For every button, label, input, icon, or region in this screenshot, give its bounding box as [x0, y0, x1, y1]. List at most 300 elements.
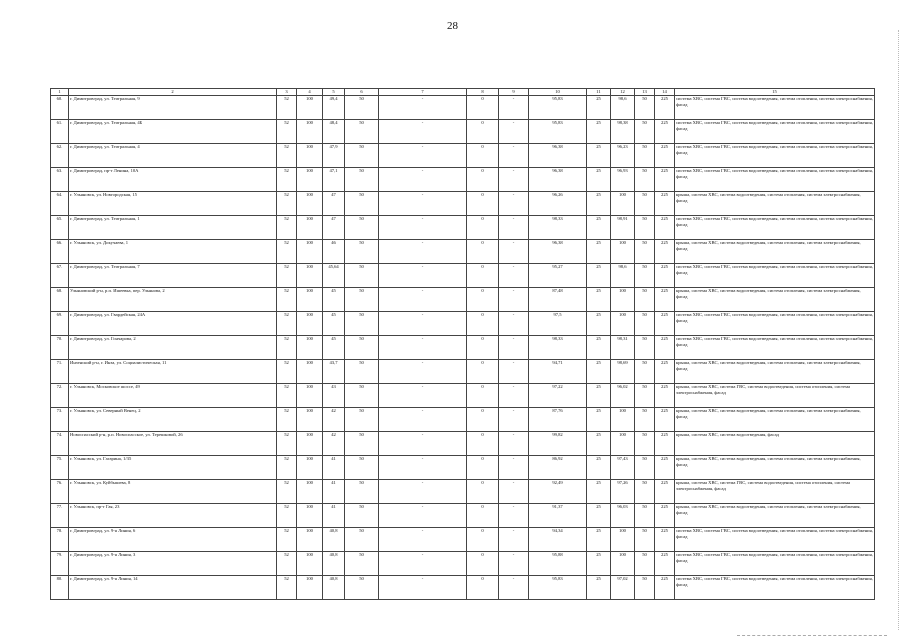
value-cell: 100: [297, 120, 323, 144]
value-cell: 50: [635, 576, 655, 600]
value-cell: 100: [611, 552, 635, 576]
value-cell: 0: [467, 264, 499, 288]
value-cell: 100: [297, 552, 323, 576]
table-row: [51, 384, 875, 408]
value-cell: 97,02: [611, 576, 635, 600]
value-cell: 47,9: [323, 144, 345, 168]
row-number-cell: 71.: [51, 360, 69, 384]
value-cell: 50: [635, 288, 655, 312]
value-cell: 0: [467, 456, 499, 480]
value-cell: 100: [297, 432, 323, 456]
scan-edge-line: [737, 635, 887, 636]
value-cell: 0: [467, 96, 499, 120]
systems-cell: система ХВС, система ГВС, система водоотведения, система отопления, система электроснабжения, фасад: [675, 120, 875, 144]
value-cell: 47,1: [323, 168, 345, 192]
value-cell: 225: [655, 480, 675, 504]
value-cell: -: [379, 216, 467, 240]
value-cell: 100: [297, 504, 323, 528]
value-cell: 52: [277, 528, 297, 552]
value-cell: 225: [655, 408, 675, 432]
row-number-cell: 77.: [51, 504, 69, 528]
value-cell: 96,93: [611, 168, 635, 192]
value-cell: 52: [277, 96, 297, 120]
value-cell: 52: [277, 264, 297, 288]
value-cell: 50: [345, 480, 379, 504]
value-cell: 100: [611, 432, 635, 456]
value-cell: 94,71: [529, 360, 587, 384]
value-cell: 0: [467, 144, 499, 168]
value-cell: 52: [277, 144, 297, 168]
value-cell: 225: [655, 312, 675, 336]
address-cell: г. Димитровград, ул. Театральная, 4Б: [69, 120, 277, 144]
value-cell: 95,83: [529, 120, 587, 144]
value-cell: -: [499, 168, 529, 192]
column-number-14: 14: [655, 89, 675, 96]
value-cell: -: [379, 360, 467, 384]
value-cell: 52: [277, 552, 297, 576]
value-cell: 98,31: [611, 336, 635, 360]
value-cell: 50: [345, 240, 379, 264]
address-cell: Инзенский р-н, г. Инза, ул. Социалистическая, 11: [69, 360, 277, 384]
value-cell: 91,37: [529, 504, 587, 528]
value-cell: 100: [611, 408, 635, 432]
value-cell: 98,91: [611, 216, 635, 240]
value-cell: 25: [587, 288, 611, 312]
value-cell: 40,8: [323, 528, 345, 552]
value-cell: -: [379, 96, 467, 120]
value-cell: 87,48: [529, 288, 587, 312]
value-cell: 0: [467, 528, 499, 552]
address-cell: Новоспасский р-н, р.п. Новоспасское, ул. Терешковой, 26: [69, 432, 277, 456]
value-cell: 94,34: [529, 528, 587, 552]
value-cell: 100: [297, 528, 323, 552]
value-cell: 96,26: [529, 192, 587, 216]
address-cell: г. Димитровград, ул. Театральная, 1: [69, 216, 277, 240]
value-cell: 100: [297, 336, 323, 360]
value-cell: 95,83: [529, 96, 587, 120]
table-row: [51, 216, 875, 240]
value-cell: 225: [655, 216, 675, 240]
table-row: [51, 96, 875, 120]
value-cell: 50: [345, 336, 379, 360]
value-cell: 52: [277, 120, 297, 144]
table-row: [51, 240, 875, 264]
value-cell: 100: [297, 480, 323, 504]
value-cell: 52: [277, 168, 297, 192]
value-cell: 47: [323, 192, 345, 216]
value-cell: -: [379, 240, 467, 264]
value-cell: -: [379, 312, 467, 336]
address-cell: г. Димитровград, ул. Гвардейская, 24А: [69, 312, 277, 336]
value-cell: 46: [323, 240, 345, 264]
address-cell: г. Ульяновск, ул. Новгородская, 15: [69, 192, 277, 216]
value-cell: -: [379, 504, 467, 528]
value-cell: 0: [467, 192, 499, 216]
value-cell: 225: [655, 552, 675, 576]
value-cell: 25: [587, 576, 611, 600]
value-cell: 50: [635, 168, 655, 192]
value-cell: 50: [345, 360, 379, 384]
value-cell: 25: [587, 312, 611, 336]
row-number-cell: 68.: [51, 288, 69, 312]
value-cell: 45: [323, 336, 345, 360]
value-cell: 96,38: [529, 168, 587, 192]
value-cell: 25: [587, 264, 611, 288]
address-cell: г. Димитровград, ул. 9-я Линия, 3: [69, 552, 277, 576]
register-table: [50, 88, 875, 600]
value-cell: 50: [635, 312, 655, 336]
value-cell: 52: [277, 240, 297, 264]
value-cell: -: [379, 192, 467, 216]
column-number-2: 2: [69, 89, 277, 96]
row-number-cell: 63.: [51, 168, 69, 192]
column-number-6: 6: [345, 89, 379, 96]
row-number-cell: 66.: [51, 240, 69, 264]
value-cell: -: [379, 408, 467, 432]
value-cell: 50: [345, 264, 379, 288]
value-cell: -: [379, 576, 467, 600]
scan-margin-dots: [892, 30, 899, 630]
column-number-9: 9: [499, 89, 529, 96]
table-row: [51, 192, 875, 216]
value-cell: 96,38: [529, 144, 587, 168]
value-cell: 0: [467, 504, 499, 528]
value-cell: 25: [587, 504, 611, 528]
systems-cell: система ХВС, система ГВС, система водоотведения, система отопления, система электроснабжения, фасад: [675, 336, 875, 360]
value-cell: 40,8: [323, 552, 345, 576]
systems-cell: система ХВС, система ГВС, система водоотведения, система отопления, система электроснабжения, фасад: [675, 312, 875, 336]
value-cell: 50: [635, 456, 655, 480]
value-cell: 50: [635, 264, 655, 288]
table-row: [51, 312, 875, 336]
value-cell: 52: [277, 360, 297, 384]
value-cell: 50: [345, 408, 379, 432]
table-row: [51, 528, 875, 552]
value-cell: 98,6: [611, 264, 635, 288]
value-cell: 50: [345, 528, 379, 552]
value-cell: 96,02: [611, 384, 635, 408]
systems-cell: крыша, система ХВС, система ГВС, система водоотведения, система отопления, система электроснабжения, фасад: [675, 480, 875, 504]
value-cell: 52: [277, 504, 297, 528]
value-cell: 50: [345, 312, 379, 336]
table-row: [51, 480, 875, 504]
value-cell: 50: [635, 528, 655, 552]
value-cell: 50: [635, 336, 655, 360]
address-cell: г. Ульяновск, ул. Северный Венец, 2: [69, 408, 277, 432]
value-cell: -: [499, 480, 529, 504]
value-cell: 225: [655, 96, 675, 120]
value-cell: 0: [467, 240, 499, 264]
value-cell: 100: [611, 240, 635, 264]
value-cell: 41: [323, 480, 345, 504]
value-cell: 52: [277, 288, 297, 312]
value-cell: 25: [587, 456, 611, 480]
address-cell: Ульяновский р-н, р.п. Ишеевка, пер. Ульянова, 2: [69, 288, 277, 312]
value-cell: 43: [323, 384, 345, 408]
column-number-15: 15: [675, 89, 875, 96]
value-cell: -: [379, 336, 467, 360]
value-cell: 0: [467, 288, 499, 312]
value-cell: -: [499, 96, 529, 120]
table-header-row: [51, 89, 875, 96]
value-cell: -: [379, 432, 467, 456]
address-cell: г. Димитровград, ул. 9-я Линия, 6: [69, 528, 277, 552]
value-cell: 225: [655, 168, 675, 192]
table-row: [51, 432, 875, 456]
value-cell: 50: [345, 456, 379, 480]
systems-cell: крыша, система ХВС, система ГВС, система водоотведения, система отопления, система электроснабжения, фасад: [675, 384, 875, 408]
value-cell: 225: [655, 384, 675, 408]
column-number-5: 5: [323, 89, 345, 96]
value-cell: 225: [655, 144, 675, 168]
value-cell: 25: [587, 168, 611, 192]
value-cell: 50: [345, 144, 379, 168]
value-cell: 100: [297, 408, 323, 432]
value-cell: 50: [635, 96, 655, 120]
value-cell: 50: [345, 96, 379, 120]
address-cell: г. Ульяновск, пр-т Гая, 23: [69, 504, 277, 528]
value-cell: -: [499, 216, 529, 240]
value-cell: 25: [587, 216, 611, 240]
value-cell: 50: [635, 432, 655, 456]
value-cell: 97,5: [529, 312, 587, 336]
value-cell: -: [499, 552, 529, 576]
value-cell: 52: [277, 456, 297, 480]
value-cell: 25: [587, 408, 611, 432]
value-cell: -: [499, 288, 529, 312]
value-cell: 50: [345, 288, 379, 312]
value-cell: 50: [345, 216, 379, 240]
row-number-cell: 70.: [51, 336, 69, 360]
value-cell: -: [499, 360, 529, 384]
value-cell: 0: [467, 384, 499, 408]
value-cell: 25: [587, 528, 611, 552]
row-number-cell: 79.: [51, 552, 69, 576]
value-cell: -: [499, 240, 529, 264]
value-cell: 0: [467, 480, 499, 504]
value-cell: 225: [655, 456, 675, 480]
value-cell: 52: [277, 312, 297, 336]
value-cell: 95,27: [529, 264, 587, 288]
value-cell: 100: [297, 288, 323, 312]
table-row: [51, 336, 875, 360]
value-cell: 52: [277, 576, 297, 600]
table-row: [51, 552, 875, 576]
value-cell: 0: [467, 576, 499, 600]
value-cell: 225: [655, 360, 675, 384]
value-cell: 100: [611, 312, 635, 336]
value-cell: 50: [635, 120, 655, 144]
row-number-cell: 60.: [51, 96, 69, 120]
systems-cell: система ХВС, система ГВС, система водоотведения, система отопления, система электроснабжения, фасад: [675, 528, 875, 552]
value-cell: 225: [655, 576, 675, 600]
value-cell: 96,38: [529, 240, 587, 264]
row-number-cell: 80.: [51, 576, 69, 600]
value-cell: 52: [277, 192, 297, 216]
column-number-10: 10: [529, 89, 587, 96]
value-cell: 45,64: [323, 264, 345, 288]
value-cell: 0: [467, 552, 499, 576]
value-cell: 100: [611, 288, 635, 312]
value-cell: 47: [323, 216, 345, 240]
systems-cell: крыша, система ХВС, система водоотведения, система отопления, система электроснабжения, фасад: [675, 192, 875, 216]
value-cell: 87,76: [529, 408, 587, 432]
value-cell: 100: [297, 264, 323, 288]
column-number-12: 12: [611, 89, 635, 96]
value-cell: 50: [345, 432, 379, 456]
value-cell: 25: [587, 552, 611, 576]
value-cell: -: [499, 504, 529, 528]
value-cell: 0: [467, 216, 499, 240]
value-cell: 40,8: [323, 576, 345, 600]
value-cell: -: [379, 480, 467, 504]
systems-cell: система ХВС, система ГВС, система водоотведения, система отопления, система электроснабжения, фасад: [675, 168, 875, 192]
value-cell: 52: [277, 384, 297, 408]
systems-cell: крыша, система ХВС, система водоотведения, система отопления, система электроснабжения, фасад: [675, 408, 875, 432]
value-cell: 95,83: [529, 576, 587, 600]
value-cell: 25: [587, 96, 611, 120]
table-row: [51, 576, 875, 600]
table-row: [51, 408, 875, 432]
value-cell: -: [499, 384, 529, 408]
row-number-cell: 74.: [51, 432, 69, 456]
value-cell: 43,7: [323, 360, 345, 384]
value-cell: 0: [467, 312, 499, 336]
value-cell: 42: [323, 432, 345, 456]
value-cell: 96,03: [611, 504, 635, 528]
row-number-cell: 72.: [51, 384, 69, 408]
address-cell: г. Димитровград, ул. Театральная, 4: [69, 144, 277, 168]
systems-cell: крыша, система ХВС, система водоотведения, система отопления, система электроснабжения, фасад: [675, 360, 875, 384]
value-cell: -: [379, 552, 467, 576]
value-cell: 98,38: [611, 120, 635, 144]
value-cell: 0: [467, 120, 499, 144]
value-cell: 225: [655, 288, 675, 312]
column-number-4: 4: [297, 89, 323, 96]
row-number-cell: 75.: [51, 456, 69, 480]
value-cell: 50: [345, 120, 379, 144]
value-cell: 50: [345, 504, 379, 528]
value-cell: 52: [277, 432, 297, 456]
value-cell: 100: [611, 528, 635, 552]
value-cell: 50: [635, 240, 655, 264]
value-cell: 50: [635, 384, 655, 408]
value-cell: 100: [297, 168, 323, 192]
column-number-13: 13: [635, 89, 655, 96]
value-cell: 45: [323, 312, 345, 336]
value-cell: 50: [635, 192, 655, 216]
table-row: [51, 144, 875, 168]
value-cell: 52: [277, 216, 297, 240]
value-cell: -: [499, 144, 529, 168]
value-cell: 50: [635, 216, 655, 240]
value-cell: 100: [297, 192, 323, 216]
address-cell: г. Ульяновск, ул. Куйбышева, 8: [69, 480, 277, 504]
value-cell: 50: [635, 360, 655, 384]
value-cell: 45: [323, 288, 345, 312]
value-cell: 50: [635, 552, 655, 576]
value-cell: 100: [297, 456, 323, 480]
value-cell: 25: [587, 336, 611, 360]
value-cell: 97,43: [611, 456, 635, 480]
systems-cell: система ХВС, система ГВС, система водоотведения, система отопления, система электроснабжения, фасад: [675, 96, 875, 120]
value-cell: 98,33: [529, 336, 587, 360]
row-number-cell: 61.: [51, 120, 69, 144]
value-cell: 25: [587, 480, 611, 504]
value-cell: 52: [277, 408, 297, 432]
column-number-8: 8: [467, 89, 499, 96]
value-cell: -: [499, 192, 529, 216]
value-cell: 86,92: [529, 456, 587, 480]
value-cell: 0: [467, 336, 499, 360]
row-number-cell: 73.: [51, 408, 69, 432]
value-cell: 50: [345, 576, 379, 600]
column-number-11: 11: [587, 89, 611, 96]
address-cell: г. Ульяновск, ул. Гагарина, 1/35: [69, 456, 277, 480]
value-cell: 42: [323, 408, 345, 432]
address-cell: г. Ульяновск, Московское шоссе, 49: [69, 384, 277, 408]
value-cell: 50: [635, 504, 655, 528]
row-number-cell: 64.: [51, 192, 69, 216]
systems-cell: система ХВС, система ГВС, система водоотведения, система отопления, система электроснабжения, фасад: [675, 576, 875, 600]
value-cell: -: [379, 288, 467, 312]
systems-cell: система ХВС, система ГВС, система водоотведения, система отопления, система электроснабжения, фасад: [675, 144, 875, 168]
value-cell: 100: [297, 96, 323, 120]
value-cell: 0: [467, 432, 499, 456]
value-cell: 50: [635, 480, 655, 504]
table-row: [51, 504, 875, 528]
row-number-cell: 78.: [51, 528, 69, 552]
value-cell: 96,23: [611, 144, 635, 168]
value-cell: 100: [297, 144, 323, 168]
table-row: [51, 264, 875, 288]
value-cell: 97,22: [529, 384, 587, 408]
value-cell: 100: [611, 192, 635, 216]
table-row: [51, 360, 875, 384]
value-cell: -: [499, 432, 529, 456]
value-cell: 97,26: [611, 480, 635, 504]
value-cell: -: [379, 120, 467, 144]
table-row: [51, 456, 875, 480]
table-row: [51, 120, 875, 144]
value-cell: 52: [277, 480, 297, 504]
value-cell: 52: [277, 336, 297, 360]
value-cell: -: [499, 576, 529, 600]
value-cell: 25: [587, 144, 611, 168]
value-cell: 92,49: [529, 480, 587, 504]
value-cell: 50: [345, 552, 379, 576]
value-cell: 225: [655, 336, 675, 360]
value-cell: 25: [587, 432, 611, 456]
value-cell: 100: [297, 312, 323, 336]
value-cell: 50: [345, 384, 379, 408]
value-cell: 225: [655, 240, 675, 264]
address-cell: г. Димитровград, пр-т Ленина, 10А: [69, 168, 277, 192]
systems-cell: крыша, система ХВС, система водоотведения, фасад: [675, 432, 875, 456]
value-cell: -: [379, 528, 467, 552]
value-cell: 50: [635, 144, 655, 168]
column-number-7: 7: [379, 89, 467, 96]
value-cell: 98,69: [611, 360, 635, 384]
address-cell: г. Димитровград, ул. Гончарова, 2: [69, 336, 277, 360]
address-cell: г. Димитровград, ул. Театральная, 7: [69, 264, 277, 288]
value-cell: 100: [297, 216, 323, 240]
value-cell: -: [379, 264, 467, 288]
table-row: [51, 168, 875, 192]
value-cell: -: [499, 264, 529, 288]
systems-cell: крыша, система ХВС, система водоотведения, система отопления, система электроснабжения, фасад: [675, 240, 875, 264]
value-cell: 225: [655, 264, 675, 288]
